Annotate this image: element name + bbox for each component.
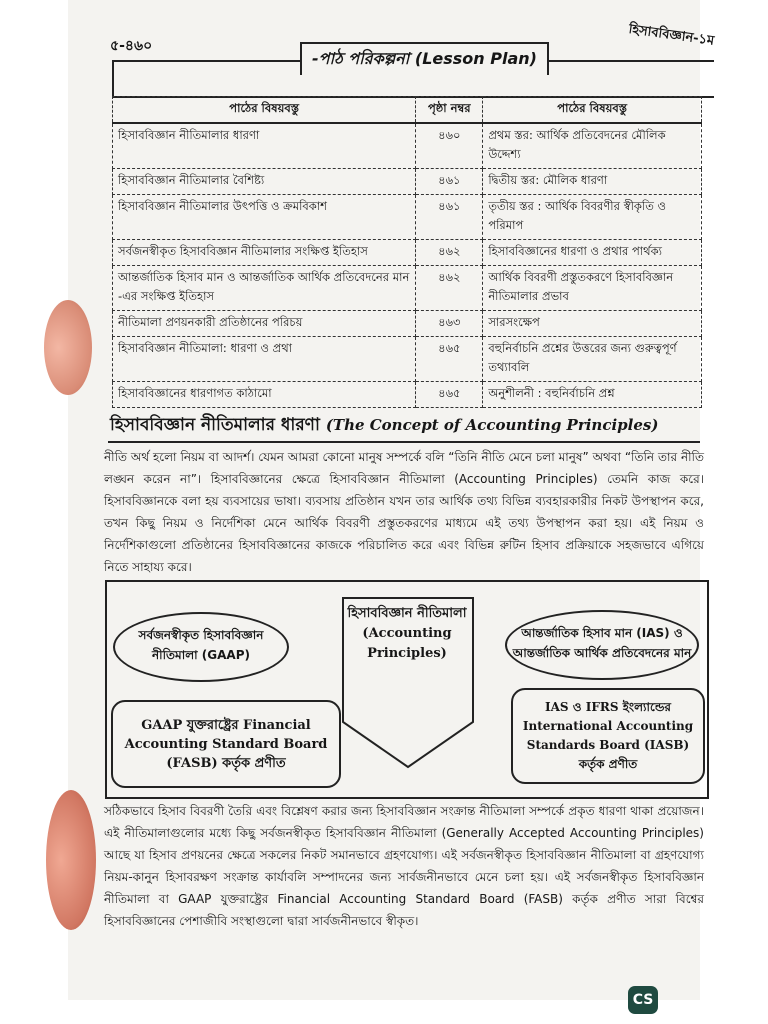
column-header: পাঠের বিষয়বস্তু bbox=[483, 97, 702, 124]
ias-ellipse: আন্তর্জাতিক হিসাব মান (IAS) ও আন্তর্জাতিক আর্থিক প্রতিবেদনের মান bbox=[505, 610, 699, 680]
page-cell: ৪৬২ bbox=[416, 240, 483, 266]
section-rule bbox=[108, 441, 700, 443]
running-head: হিসাববিজ্ঞান-১ম bbox=[627, 21, 716, 49]
topic-cell: নীতিমালা প্রণয়নকারী প্রতিষ্ঠানের পরিচয় bbox=[113, 311, 416, 337]
page-cell: ৪৬০ bbox=[416, 123, 483, 169]
paragraph-2: সঠিকভাবে হিসাব বিবরণী তৈরি এবং বিশ্লেষণ করার জন্য হিসাববিজ্ঞান সংক্রান্ত নীতিমালা সম্পর্কে প্রকৃত ধারণা থাকা প্রয়োজন। এই নীতিমালাগুলোর মধ্যে কিছু সর্বজনস্বীকৃত হিসাববিজ্ঞান নীতিমালা (Generally Accepted Accounting Principles) আছে যা হিসাব প্রণয়নের ক্ষেত্রে সকলের নিকট সমানভাবে গ্রহণযোগ্য। এই সর্বজনস্বীকৃত হিসাববিজ্ঞান নীতিমালা বা গ্রহণযোগ্য নিয়ম-কানুন হিসাবরক্ষণ সংক্রান্ত কার্যাবলি সম্পাদনের জন্য সার্বজনীনভাবে মেনে চলা হয়। এই সর্বজনস্বীকৃত হিসাববিজ্ঞান নীতিমালা বা GAAP যুক্তরাষ্ট্রের Financial Accounting Standard Board (FASB) কর্তৃক প্রণীত সারা বিশ্বের হিসাববিজ্ঞানের পেশাজীবি সংস্থাগুলো দ্বারা সার্বজনীনভাবে স্বীকৃত। bbox=[104, 804, 704, 928]
topic-cell: হিসাববিজ্ঞান নীতিমালার বৈশিষ্ট্য bbox=[113, 169, 416, 195]
page-cell: ৪৬৩ bbox=[416, 311, 483, 337]
center-label bbox=[347, 604, 467, 664]
section-heading bbox=[110, 412, 658, 440]
fasb-box: GAAP যুক্তরাষ্ট্রের Financial Accounting Standard Board (FASB) কর্তৃক প্রণীত bbox=[111, 700, 341, 788]
topic2-cell: অনুশীলনী : বহুনির্বাচনি প্রশ্ন bbox=[483, 382, 702, 408]
topic2-cell: তৃতীয় স্তর : আর্থিক বিবরণীর স্বীকৃতি ও পরিমাপ bbox=[483, 195, 702, 240]
table-row bbox=[113, 311, 702, 337]
topic2-cell: প্রথম স্তর: আর্থিক প্রতিবেদনের মৌলিক উদ্দেশ্য bbox=[483, 123, 702, 169]
topic-cell: সর্বজনস্বীকৃত হিসাববিজ্ঞান নীতিমালার সংক্ষিপ্ত ইতিহাস bbox=[113, 240, 416, 266]
page-cell: ৪৬৫ bbox=[416, 337, 483, 382]
finger-bottom bbox=[46, 790, 96, 930]
table-row bbox=[113, 169, 702, 195]
topic2-cell: হিসাববিজ্ঞানের ধারণা ও প্রথার পার্থক্য bbox=[483, 240, 702, 266]
topic2-cell: সারসংক্ষেপ bbox=[483, 311, 702, 337]
principles-diagram bbox=[105, 580, 709, 799]
section-title-bn: হিসাববিজ্ঞান নীতিমালার ধারণা bbox=[110, 415, 320, 435]
table-row bbox=[113, 337, 702, 382]
table-header-row bbox=[113, 97, 702, 124]
lesson-plan-table bbox=[112, 96, 702, 408]
topic-cell: হিসাববিজ্ঞান নীতিমালার উৎপত্তি ও ক্রমবিকাশ bbox=[113, 195, 416, 240]
topic-cell: হিসাববিজ্ঞান নীতিমালার ধারণা bbox=[113, 123, 416, 169]
finger-top bbox=[44, 300, 92, 395]
topic-cell: হিসাববিজ্ঞানের ধারণাগত কাঠামো bbox=[113, 382, 416, 408]
center-label-en: (Accounting Principles) bbox=[362, 626, 452, 661]
page-cell: ৪৬১ bbox=[416, 169, 483, 195]
topic-cell: হিসাববিজ্ঞান নীতিমালা: ধারণা ও প্রথা bbox=[113, 337, 416, 382]
table-row bbox=[113, 195, 702, 240]
iasb-box: IAS ও IFRS ইংল্যান্ডের International Accounting Standards Board (IASB) কর্তৃক প্রণীত bbox=[511, 688, 705, 784]
camscanner-badge[interactable]: CS bbox=[628, 986, 658, 1014]
page-cell: ৪৬৫ bbox=[416, 382, 483, 408]
section-title-en: (The Concept of Accounting Principles) bbox=[325, 416, 659, 434]
column-header: পৃষ্ঠা নম্বর bbox=[416, 97, 483, 124]
lesson-plan-title: -পাঠ পরিকল্পনা (Lesson Plan) bbox=[300, 42, 549, 75]
topic2-cell: দ্বিতীয় স্তর: মৌলিক ধারণা bbox=[483, 169, 702, 195]
topic2-cell: বহুনির্বাচনি প্রশ্নের উত্তরের জন্য গুরুত্বপূর্ণ তথ্যাবলি bbox=[483, 337, 702, 382]
topic2-cell: আর্থিক বিবরণী প্রস্তুতকরণে হিসাববিজ্ঞান নীতিমালার প্রভাব bbox=[483, 266, 702, 311]
page-number: ৫-৪৬০ bbox=[110, 38, 153, 54]
center-label-bn: হিসাববিজ্ঞান নীতিমালা bbox=[347, 606, 467, 621]
page-cell: ৪৬২ bbox=[416, 266, 483, 311]
table-row bbox=[113, 382, 702, 408]
topic-cell: আন্তর্জাতিক হিসাব মান ও আন্তর্জাতিক আর্থিক প্রতিবেদনের মান -এর সংক্ষিপ্ত ইতিহাস bbox=[113, 266, 416, 311]
page-cell: ৪৬১ bbox=[416, 195, 483, 240]
table-row bbox=[113, 123, 702, 169]
table-row bbox=[113, 266, 702, 311]
column-header: পাঠের বিষয়বস্তু bbox=[113, 97, 416, 124]
table-row bbox=[113, 240, 702, 266]
gaap-ellipse: সর্বজনস্বীকৃত হিসাববিজ্ঞান নীতিমালা (GAAP) bbox=[113, 612, 289, 682]
paragraph-1: নীতি অর্থ হলো নিয়ম বা আদর্শ। যেমন আমরা কোনো মানুষ সম্পর্কে বলি “তিনি নীতি মেনে চলা মানুষ” অথবা “তিনি তার নীতি লঙ্ঘন করেন না”। হিসাববিজ্ঞানের ক্ষেত্রে হিসাববিজ্ঞান নীতিমালা (Accounting Principles) তেমনি কাজ করে। হিসাববিজ্ঞানকে বলা হয় ব্যবসায়ের ভাষা। ব্যবসায় প্রতিষ্ঠান যখন তার আর্থিক তথ্য বিভিন্ন ব্যবহারকারীর নিকট উপস্থাপন করে, তখন কিছু নিয়ম ও নির্দেশিকা মেনে আর্থিক বিবরণী প্রস্তুতকরণের মাধ্যমে এই তথ্য উপস্থাপন করা হয়। এই নিয়ম ও নির্দেশিকাগুলো প্রতিষ্ঠানের হিসাববিজ্ঞানের কাজকে পরিচালিত করে এবং বিভিন্ন রুটিন হিসাব প্রক্রিয়াকে সহজভাবে এগিয়ে নিতে সাহায্য করে। bbox=[104, 450, 704, 574]
